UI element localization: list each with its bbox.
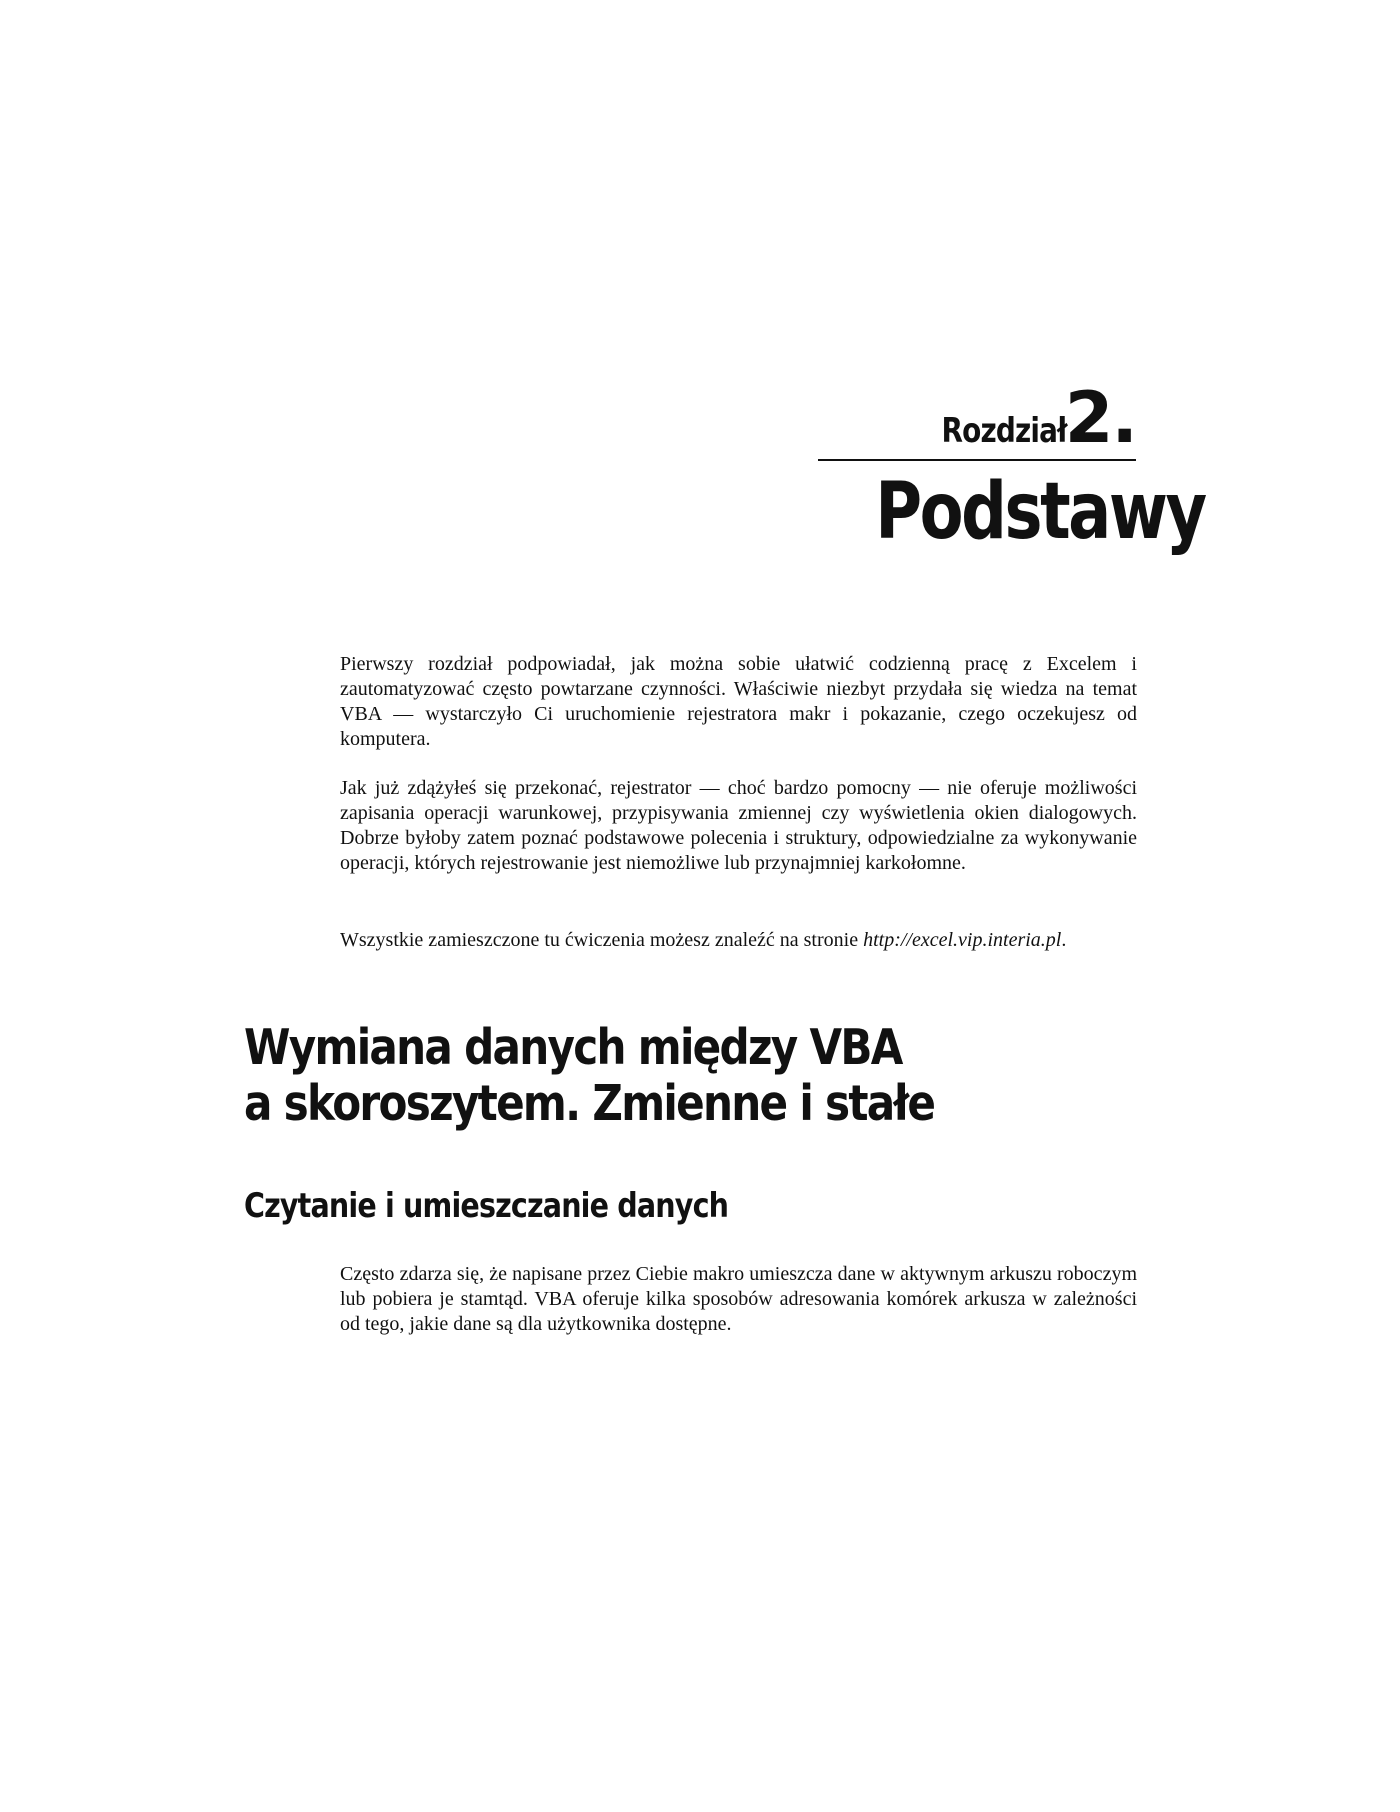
section-title bbox=[244, 1020, 1018, 1132]
website-link[interactable]: http://excel.vip.interia.pl bbox=[863, 929, 1062, 951]
chapter-divider bbox=[818, 459, 1136, 461]
chapter-number: 2. bbox=[1064, 377, 1136, 459]
subsection-title: Czytanie i umieszczanie danych bbox=[244, 1186, 729, 1226]
intro-paragraph-1: Pierwszy rozdział podpowiadał, jak można sobie ułatwić codzienną pracę z Excelem i zautomatyzować często powtarzane czynności. Właściwie niezbyt przydała się wiedza na temat VBA — wystarczyło Ci uruchomienie rejestratora makr i pokazanie, czego oczekujesz od komputera. bbox=[340, 653, 1137, 750]
intro-paragraph-3-end: . bbox=[1061, 929, 1067, 951]
intro-paragraph-2: Jak już zdążyłeś się przekonać, rejestrator — choć bardzo pomocny — nie oferuje możliwości zapisania operacji warunkowej, przypisywania zmiennej czy wyświetlenia okien dialogowych. Dobrze byłoby zatem poznać podstawowe polecenia i struktury, odpowiedzialne za wykonywanie operacji, których rejestrowanie jest niemożliwe lub przynajmniej karkołomne. bbox=[340, 777, 1137, 874]
section-title-line-1: Wymiana danych między VBA bbox=[244, 1019, 902, 1076]
section-title-line-2: a skoroszytem. Zmienne i stałe bbox=[244, 1075, 935, 1132]
chapter-heading bbox=[818, 377, 1205, 557]
section-paragraph-1: Często zdarza się, że napisane przez Ciebie makro umieszcza dane w aktywnym arkuszu roboczym lub pobiera je stamtąd. VBA oferuje kilka sposobów adresowania komórek arkusza w zależności od tego, jakie dane są dla użytkownika dostępne. bbox=[340, 1263, 1137, 1335]
chapter-label-row bbox=[818, 377, 1136, 459]
chapter-word: Rozdział bbox=[941, 411, 1068, 451]
intro-paragraph-3 bbox=[340, 928, 1137, 953]
chapter-title: Podstawy bbox=[875, 467, 1205, 557]
intro-paragraph-3-text: Wszystkie zamieszczone tu ćwiczenia możesz znaleźć na stronie bbox=[340, 929, 864, 951]
